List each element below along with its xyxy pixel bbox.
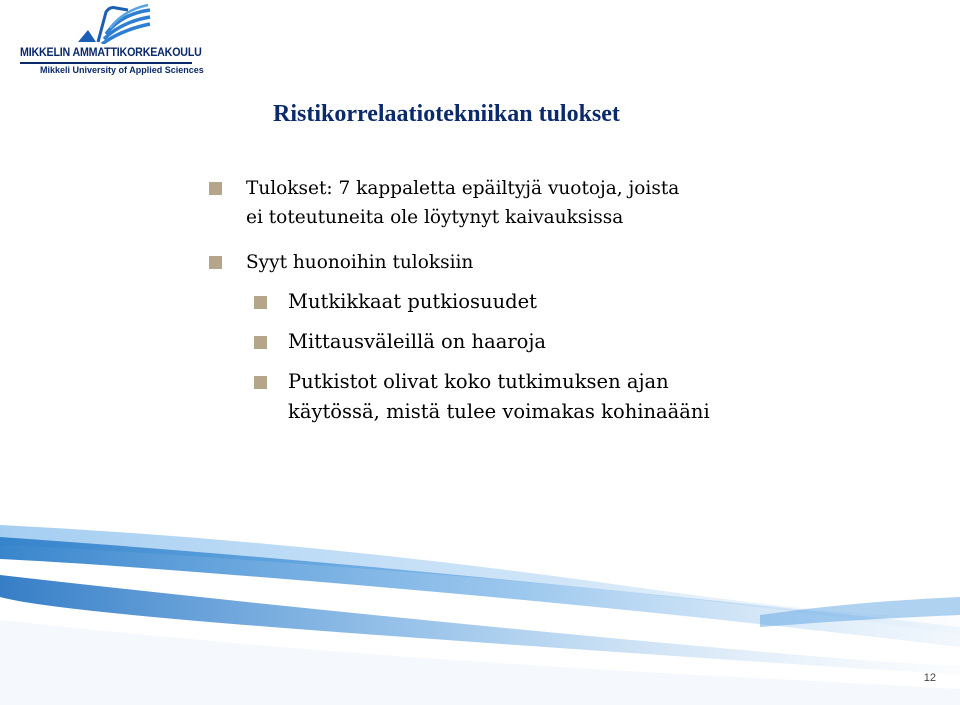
sub-bullet-2: Mittausväleillä on haaroja — [288, 330, 547, 353]
sub-bullet-marker-icon — [254, 296, 267, 309]
bullet-1-line-2: ei toteutuneita ole löytynyt kaivauksissa — [246, 207, 624, 228]
page-number: 12 — [923, 672, 936, 684]
bullet-marker-icon — [209, 256, 222, 269]
decorative-swoosh — [0, 515, 960, 705]
bullet-2-line-1: Syyt huonoihin tuloksiin — [246, 252, 474, 273]
sub-bullet-3-line-2: käytössä, mistä tulee voimakas kohinaääni — [288, 400, 710, 423]
sub-bullet-marker-icon — [254, 336, 267, 349]
bullet-1-line-1: Tulokset: 7 kappaletta epäiltyjä vuotoja, joista — [246, 178, 680, 199]
sub-bullet-3-line-1: Putkistot olivat koko tutkimuksen ajan — [288, 370, 669, 393]
school-subtitle: Mikkeli University of Applied Sciences — [40, 65, 204, 75]
bullet-marker-icon — [209, 182, 222, 195]
sub-bullet-marker-icon — [254, 376, 267, 389]
school-name: MIKKELIN AMMATTIKORKEAKOULU — [20, 46, 202, 59]
school-logo — [18, 4, 204, 84]
logo-divider — [20, 62, 192, 64]
waves-logo-icon — [76, 4, 152, 44]
sub-bullet-1: Mutkikkaat putkiosuudet — [288, 290, 537, 313]
slide-title: Ristikorrelaatiotekniikan tulokset — [273, 101, 620, 127]
